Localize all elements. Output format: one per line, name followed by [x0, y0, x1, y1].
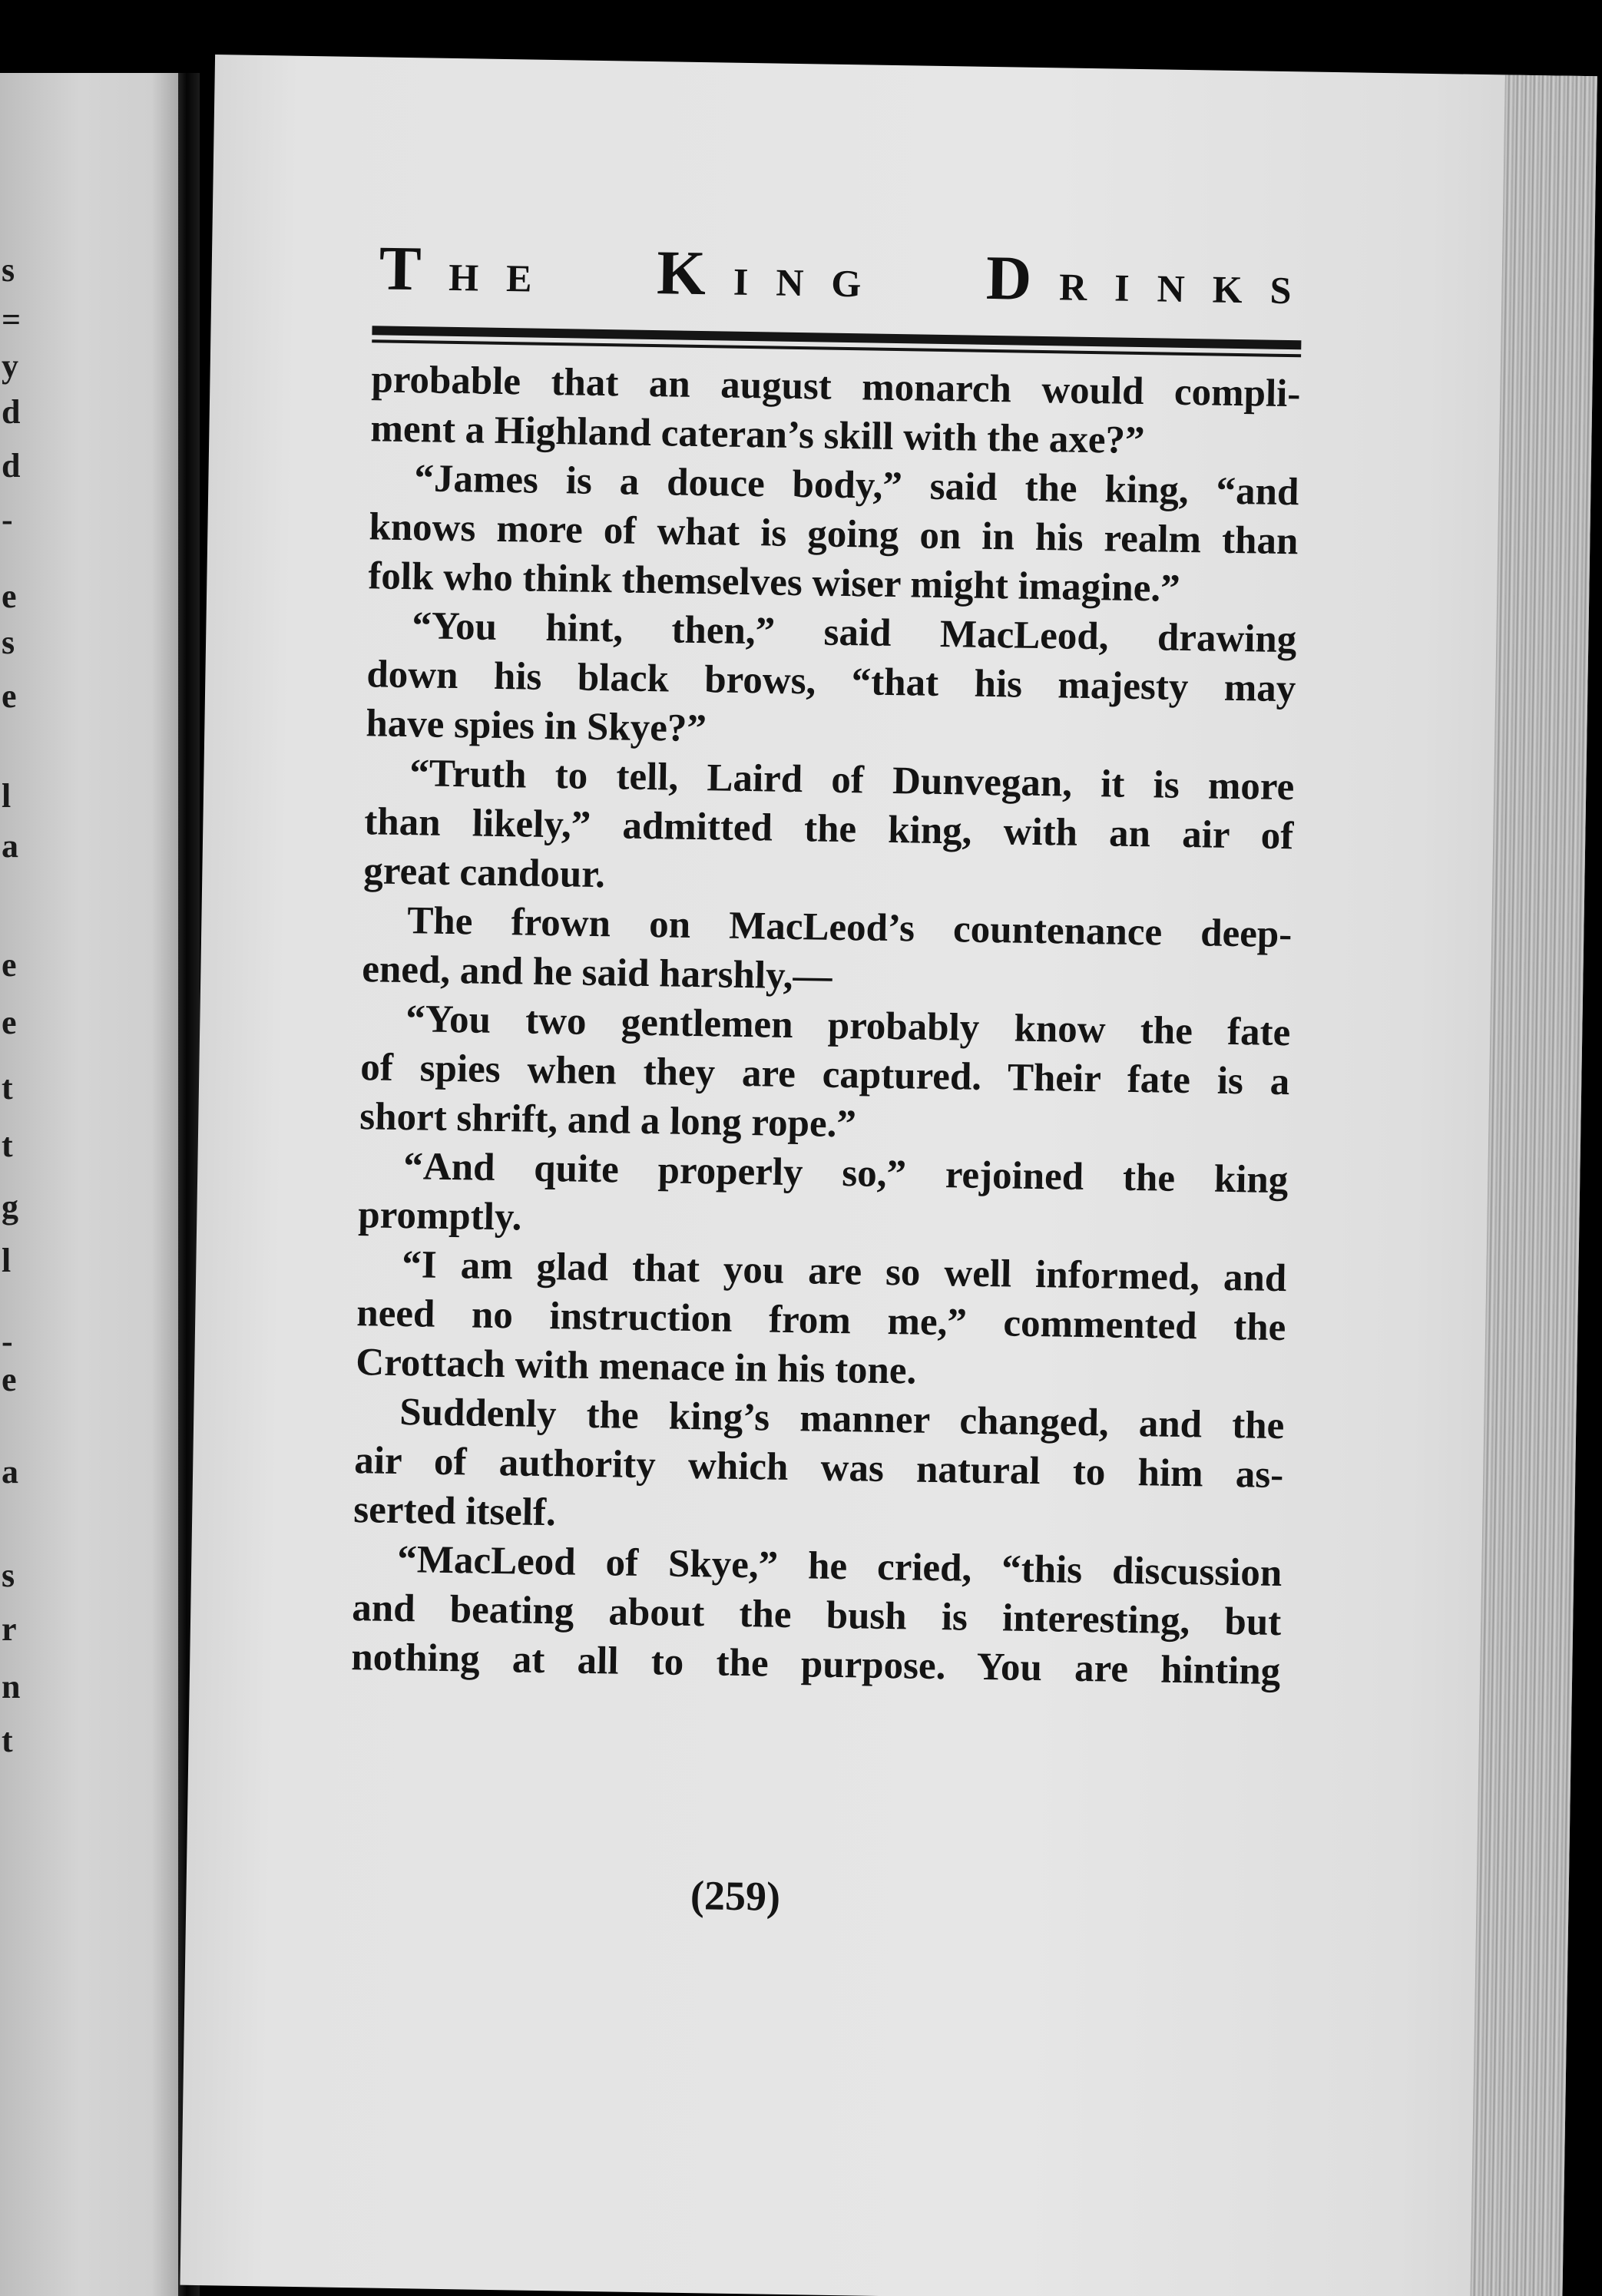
running-head-word-3: [985, 242, 1293, 319]
text-line: promptly.: [357, 1193, 522, 1239]
left-page-letter: a: [2, 1453, 18, 1490]
text-line: “MacLeod of Skye,” he cried, “this discussion: [396, 1538, 1283, 1596]
text-line: ment a Highland cateran’s skill with the axe?”: [370, 407, 1145, 463]
left-page-letter: s: [2, 1557, 15, 1594]
left-page-letter: e: [2, 1004, 17, 1041]
header-rule-thick: [372, 326, 1301, 349]
left-page-letter: s: [2, 251, 15, 289]
left-page-fragment: [0, 73, 178, 2296]
running-head-letter: T: [379, 233, 424, 304]
running-head-letter: K: [656, 237, 708, 309]
left-page-letter: e: [2, 677, 17, 715]
text-line: The frown on MacLeod’s countenance deep-: [406, 899, 1293, 957]
text-line: Suddenly the king’s manner changed, and the: [399, 1391, 1285, 1448]
text-line: have spies in Skye?”: [366, 702, 707, 751]
left-page-letter: y: [2, 347, 18, 385]
text-line: and beating about the bush is interesting, but: [351, 1586, 1282, 1645]
text-line: short shrift, and a long rope.”: [359, 1095, 857, 1146]
text-line: than likely,” admitted the king, with an air of: [363, 800, 1294, 859]
left-page-letter: r: [2, 1610, 17, 1648]
running-head-letter: N: [1157, 266, 1187, 310]
running-head-letter: N: [775, 260, 806, 305]
running-head-letter: E: [505, 256, 534, 300]
text-line: serted itself.: [353, 1488, 557, 1535]
running-head-word-1: [379, 232, 534, 306]
left-page-letter: t: [2, 1069, 13, 1107]
left-page-letter: d: [2, 447, 21, 485]
left-page-letter: d: [2, 393, 21, 431]
text-line: “I am glad that you are so well informed, and: [401, 1243, 1287, 1301]
text-line: folk who think themselves wiser might imagine.”: [368, 554, 1181, 610]
left-page-letter: l: [2, 777, 12, 815]
running-head-letter: K: [1212, 267, 1245, 312]
running-head-letter: I: [733, 260, 750, 304]
left-page-letter: e: [2, 1361, 17, 1398]
left-page-letter: -: [2, 1322, 13, 1360]
text-line: Crottach with menace in his tone.: [355, 1341, 917, 1393]
page-number: (259): [690, 1872, 781, 1920]
running-head-letter: G: [830, 261, 863, 306]
left-page-letter: a: [2, 827, 18, 865]
text-line: “Truth to tell, Laird of Dunvegan, it is more: [409, 752, 1295, 809]
left-page-letter: e: [2, 946, 17, 984]
left-page-letter: e: [2, 577, 17, 615]
running-head-word-2: [657, 237, 864, 312]
left-page-letter: g: [2, 1188, 18, 1226]
text-line: “You two gentlemen probably know the fate: [405, 997, 1291, 1055]
running-head-letter: D: [985, 242, 1034, 313]
left-page-letter: l: [2, 1242, 12, 1279]
book-page: [180, 55, 1597, 2296]
text-line: air of authority which was natural to him as-: [353, 1439, 1284, 1497]
left-page-letter: s: [2, 624, 15, 661]
text-line: down his black brows, “that his majesty may: [366, 653, 1296, 711]
left-page-letter: -: [2, 501, 13, 538]
text-line: “And quite properly so,” rejoined the king: [402, 1145, 1289, 1203]
running-head-letter: R: [1058, 265, 1089, 309]
running-head-letter: I: [1114, 266, 1132, 309]
running-head-letter: S: [1269, 268, 1293, 313]
text-line: need no instruction from me,” commented the: [356, 1292, 1286, 1350]
text-line: great candour.: [362, 849, 606, 897]
running-head: [379, 232, 1294, 331]
page-edge: [1470, 74, 1597, 2296]
text-line: “James is a douce body,” said the king, “and: [414, 457, 1299, 514]
left-page-letter: t: [2, 1126, 13, 1164]
body-text: [351, 355, 1301, 1696]
left-page-letter: t: [2, 1722, 13, 1759]
text-line: ened, and he said harshly,—: [361, 948, 832, 998]
text-line: nothing at all to the purpose. You are hinting: [350, 1636, 1281, 1694]
text-line: probable that an august monarch would compli-: [371, 358, 1301, 416]
running-head-letter: H: [448, 255, 481, 299]
left-page-letter: n: [2, 1668, 21, 1705]
text-line: of spies when they are captured. Their fate is a: [359, 1046, 1290, 1104]
text-line: “You hint, then,” said MacLeod, drawing: [412, 604, 1297, 662]
text-line: knows more of what is going on in his realm than: [369, 505, 1299, 564]
left-page-letter: =: [2, 301, 22, 339]
